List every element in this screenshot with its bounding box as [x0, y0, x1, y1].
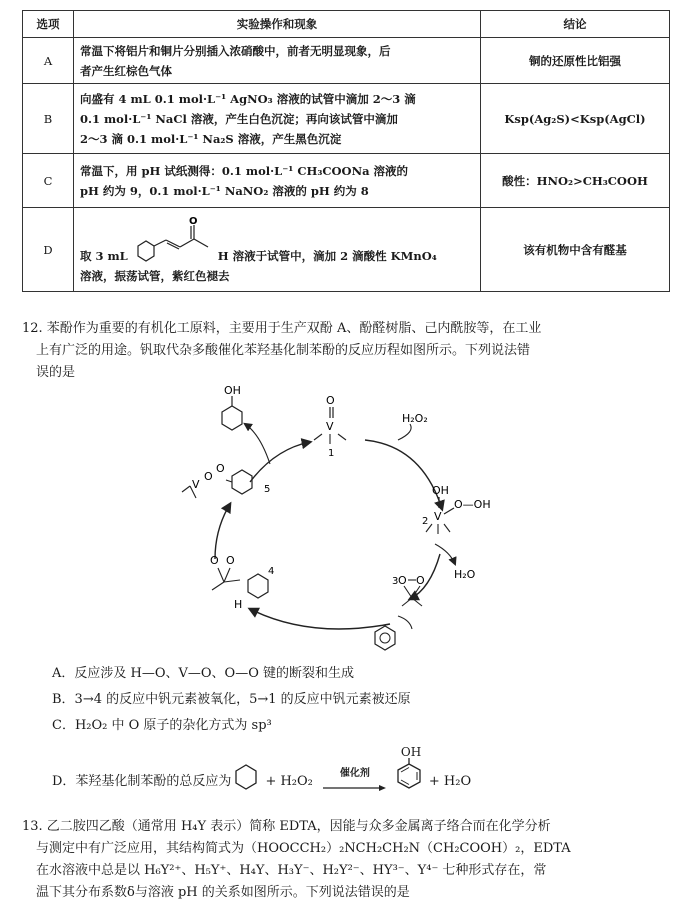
exp-line: 常温下，用 pH 试纸测得：0.1 mol·L⁻¹ CH₃COONa 溶液的	[80, 163, 409, 178]
option-d-h2o: + H₂O	[428, 774, 472, 789]
row-option: D	[23, 208, 74, 292]
row-experiment	[74, 154, 481, 208]
exp-line: pH 约为 9，0.1 mol·L⁻¹ NaNO₂ 溶液的 pH 约为 8	[80, 183, 369, 198]
species-3-number: 3	[392, 576, 399, 587]
svg-text:O: O	[188, 215, 198, 227]
benzene-reagent-icon	[375, 626, 395, 650]
h2o-product-label: H₂O	[454, 568, 476, 581]
stem-line: 在水溶液中总是以 H₆Y²⁺、H₅Y⁺、H₄Y、H₃Y⁻、H₂Y²⁻、HY³⁻、Y⁴⁻ 七种形式存在，常	[36, 863, 547, 878]
s4-o-label-right: O	[226, 554, 235, 567]
exp-line: 常温下将铝片和铜片分别插入浓硝酸中，前者无明显现象，后	[80, 43, 391, 58]
exp-line: 0.1 mol·L⁻¹ NaCl 溶液，产生白色沉淀；再向该试管中滴加	[80, 111, 398, 126]
phenol-ring-icon	[222, 406, 242, 430]
exp-line: 者产生红棕色气体	[80, 63, 172, 78]
table-row	[23, 84, 670, 154]
species-5-number: 5	[264, 484, 271, 495]
row-experiment	[74, 208, 481, 292]
row-option: B	[23, 84, 74, 154]
h2o2-reagent-label: H₂O₂	[402, 412, 428, 425]
option-a: A．反应涉及 H—O、V—O、O—O 键的断裂和生成	[52, 666, 355, 681]
s5-o-label-upper: O	[216, 462, 225, 475]
row-experiment	[74, 38, 481, 84]
header-experiment: 实验操作和现象	[74, 11, 481, 38]
experiment-table	[22, 10, 670, 292]
row-conclusion: 酸性：HNO₂>CH₃COOH	[481, 154, 670, 208]
exp-text: 取 3 mL	[80, 248, 128, 263]
header-option: 选项	[23, 11, 74, 38]
phenol-oh-label: OH	[224, 384, 241, 397]
stem-line: 与测定中有广泛应用，其结构简式为（HOOCCH₂）₂NCH₂CH₂N（CH₂COOH）₂，EDTA	[36, 841, 571, 856]
phenol-product	[393, 744, 425, 792]
s3-o-label-left: O	[398, 574, 407, 587]
table-row	[23, 154, 670, 208]
row-conclusion: 铜的还原性比铝强	[481, 38, 670, 84]
s1-v-label: V	[326, 420, 334, 433]
catalytic-cycle-diagram	[160, 384, 520, 654]
table-row	[23, 38, 670, 84]
stem-line: 误的是	[36, 365, 76, 380]
benzene-icon	[231, 762, 261, 792]
catalyst-label: 催化剂	[339, 768, 370, 779]
option-d	[52, 742, 471, 792]
exp-line: 溶液，振荡试管，紫红色褪去	[80, 268, 230, 283]
species-4-number: 4	[268, 566, 275, 577]
row-conclusion: 该有机物中含有醛基	[481, 208, 670, 292]
s3-o-label-right: O	[416, 574, 425, 587]
stem-line: 13. 乙二胺四乙酸（通常用 H₄Y 表示）简称 EDTA，因能与众多金属离子络合而在化学分析	[22, 819, 551, 834]
s1-o-label: O	[326, 394, 335, 407]
option-b: B．3→4 的反应中钒元素被氧化，5→1 的反应中钒元素被还原	[52, 692, 411, 707]
question-12-stem	[22, 318, 670, 384]
reaction-arrow	[323, 764, 387, 792]
stem-line: 12. 苯酚作为重要的有机化工原料，主要用于生产双酚 A、酚醛树脂、己内酰胺等，在工业	[22, 321, 542, 336]
option-d-label: D．苯羟基化制苯酚的总反应为	[52, 774, 232, 789]
stem-line: 温下其分布系数δ与溶液 pH 的关系如图所示。下列说法错误的是	[36, 885, 410, 900]
phenol-oh-text: OH	[400, 745, 422, 759]
s2-oh-label: OH	[432, 484, 449, 497]
table-row	[23, 208, 670, 292]
arrow-icon	[323, 784, 387, 792]
exp-line-with-structure	[80, 214, 474, 266]
species-2-number: 2	[422, 516, 429, 527]
exp-text: H 溶液于试管中，滴加 2 滴酸性 KMnO₄	[217, 248, 437, 263]
s4-o-label-left: O	[210, 554, 219, 567]
row-option: A	[23, 38, 74, 84]
option-c: C．H₂O₂ 中 O 原子的杂化方式为 sp³	[52, 718, 272, 733]
row-option: C	[23, 154, 74, 208]
cinnamaldehyde-structure-icon	[128, 216, 218, 266]
s2-v-label: V	[434, 510, 442, 523]
stem-line: 上有广泛的用途。钒取代杂多酸催化苯羟基化制苯酚的反应历程如图所示。下列说法错	[36, 343, 531, 358]
header-conclusion: 结论	[481, 11, 670, 38]
table-header-row	[23, 11, 670, 38]
exp-line: 向盛有 4 mL 0.1 mol·L⁻¹ AgNO₃ 溶液的试管中滴加 2～3 滴	[80, 91, 416, 106]
s2-ooh-label: O—OH	[454, 498, 491, 511]
phenol-icon	[393, 758, 425, 792]
row-conclusion: Ksp(Ag₂S)<Ksp(AgCl)	[481, 84, 670, 154]
exp-line: 2～3 滴 0.1 mol·L⁻¹ Na₂S 溶液，产生黑色沉淀	[80, 131, 342, 146]
species-1-number: 1	[328, 448, 335, 459]
question-13-stem	[22, 816, 670, 904]
s5-v-label: V	[192, 478, 200, 491]
s4-h-label: H	[234, 598, 243, 611]
row-experiment	[74, 84, 481, 154]
option-d-h2o2: + H₂O₂	[265, 774, 313, 789]
s5-o-label-lower: O	[204, 470, 213, 483]
